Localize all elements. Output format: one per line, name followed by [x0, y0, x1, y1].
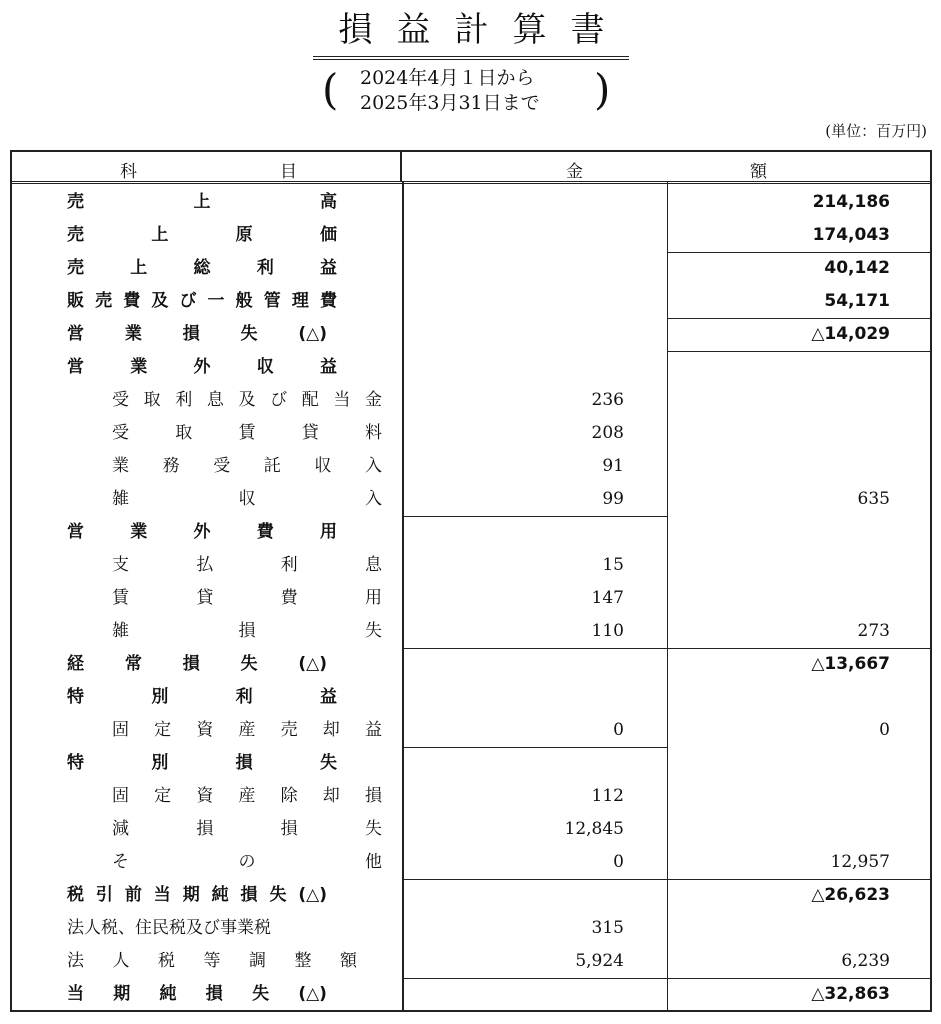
- label-char: 額: [340, 951, 357, 971]
- row-label: [67, 285, 337, 318]
- label-char: 売: [67, 225, 84, 245]
- row-label: [112, 780, 382, 813]
- label-char: 税: [67, 885, 84, 905]
- label-char: 損: [240, 885, 258, 905]
- label-char: 失: [365, 621, 382, 641]
- label-char: 引: [95, 885, 113, 905]
- label-char: 除: [280, 786, 298, 806]
- label-char: 一: [207, 291, 225, 311]
- amount-detail: 236: [591, 390, 624, 410]
- label-char: 益: [320, 258, 337, 278]
- rule-line: [402, 516, 667, 517]
- label-char: そ: [112, 852, 129, 872]
- title-area: [0, 8, 941, 60]
- label-char: 収: [314, 456, 332, 476]
- table-row: [12, 285, 930, 318]
- label-char: 売: [95, 291, 113, 311]
- table-row: [12, 681, 930, 714]
- label-char: 支: [112, 555, 129, 575]
- label-char: 利: [235, 687, 253, 707]
- label-char: 息: [206, 390, 224, 410]
- rule-line: [667, 318, 930, 319]
- label-char: 外: [193, 357, 211, 377]
- label-char: 失: [240, 654, 258, 674]
- row-label: [67, 516, 337, 549]
- label-char: 損: [196, 819, 214, 839]
- label-char: 取: [175, 423, 193, 443]
- table-row: [12, 252, 930, 285]
- rule-line: [402, 978, 930, 979]
- row-label: [112, 813, 382, 846]
- label-char: 損: [205, 984, 223, 1004]
- label-char: 失: [269, 885, 287, 905]
- label-char: 管: [263, 291, 281, 311]
- label-char: 配: [301, 390, 319, 410]
- label-char: 雑: [112, 621, 129, 641]
- row-label: [112, 582, 382, 615]
- row-label: [112, 417, 382, 450]
- label-char: 失: [319, 753, 337, 773]
- label-char: 固: [112, 720, 129, 740]
- label-char: 売: [67, 192, 84, 212]
- table-row: [12, 219, 930, 252]
- amount-detail: 315: [591, 918, 624, 938]
- amount-detail: 0: [613, 720, 624, 740]
- label-char: 減: [112, 819, 129, 839]
- label-char: 固: [112, 786, 129, 806]
- table-header: [12, 152, 930, 184]
- amount-total: △26,623: [811, 885, 890, 905]
- label-char: 利: [175, 390, 193, 410]
- row-label: [112, 615, 382, 648]
- label-char: 調: [249, 951, 266, 971]
- label-char: 総: [193, 258, 211, 278]
- row-label: 法人税、住民税及び事業税: [67, 918, 271, 938]
- amount-detail: 91: [602, 456, 624, 476]
- period-open-paren: (: [322, 65, 339, 114]
- amount-total: 6,239: [841, 951, 890, 971]
- amount-detail: 147: [591, 588, 624, 608]
- column-divider-2: [667, 182, 668, 1011]
- label-char: 上: [151, 225, 169, 245]
- table-row: [12, 450, 930, 483]
- label-char: の: [238, 852, 256, 872]
- label-char: 収: [256, 357, 274, 377]
- period-close-paren: ): [594, 65, 611, 114]
- column-divider-1: [402, 182, 404, 1011]
- label-char: 業: [112, 456, 129, 476]
- label-char: 失: [364, 819, 382, 839]
- label-char: 失: [252, 984, 270, 1004]
- label-char: 却: [322, 720, 340, 740]
- label-char: 料: [365, 423, 382, 443]
- label-char: 利: [280, 555, 298, 575]
- label-char: (△): [298, 324, 327, 344]
- label-char: 費: [256, 522, 274, 542]
- label-char: 別: [151, 687, 169, 707]
- label-char: 業: [124, 324, 142, 344]
- label-char: 般: [235, 291, 253, 311]
- rule-line: [402, 648, 930, 649]
- amount-detail: 15: [602, 555, 624, 575]
- label-char: 託: [263, 456, 281, 476]
- label-char: 損: [182, 654, 200, 674]
- label-char: 資: [196, 786, 214, 806]
- label-char: 資: [196, 720, 214, 740]
- label-char: 価: [319, 225, 337, 245]
- label-char: 金: [365, 390, 382, 410]
- table-row: [12, 351, 930, 384]
- amount-total: △13,667: [811, 654, 890, 674]
- label-char: 税: [158, 951, 175, 971]
- label-char: 売: [67, 258, 84, 278]
- label-char: 営: [67, 357, 84, 377]
- unit-label: (単位：百万円): [825, 122, 927, 140]
- label-char: び: [270, 390, 288, 410]
- label-char: 受: [213, 456, 231, 476]
- amount-total: 214,186: [812, 192, 890, 212]
- row-label: [112, 450, 382, 483]
- label-char: 法: [67, 951, 84, 971]
- label-char: 高: [320, 192, 337, 212]
- table-row: [12, 516, 930, 549]
- label-char: 外: [193, 522, 211, 542]
- table-row: [12, 417, 930, 450]
- table-row: [12, 648, 930, 681]
- amount-detail: 208: [591, 423, 624, 443]
- row-label: [112, 714, 382, 747]
- label-char: 益: [364, 720, 382, 740]
- label-char: 整: [294, 951, 312, 971]
- label-char: 取: [143, 390, 161, 410]
- label-char: 賃: [112, 588, 129, 608]
- label-char: 別: [151, 753, 169, 773]
- header-amount-a: 金: [566, 162, 583, 182]
- header-account-a: 科: [120, 162, 137, 182]
- label-char: 入: [365, 489, 382, 509]
- amount-total: △14,029: [811, 324, 890, 344]
- row-label: [67, 681, 337, 714]
- row-label: [67, 351, 337, 384]
- label-char: 費: [123, 291, 141, 311]
- period-lines: [360, 66, 540, 116]
- row-label: [112, 384, 382, 417]
- page-title: 損益計算書: [313, 8, 629, 60]
- income-statement-table: [10, 150, 932, 1012]
- amount-detail: 112: [591, 786, 624, 806]
- table-row: [12, 318, 930, 351]
- table-row: [12, 846, 930, 879]
- label-char: 当: [153, 885, 171, 905]
- label-char: 常: [124, 654, 142, 674]
- label-char: 期: [182, 885, 200, 905]
- label-char: 損: [364, 786, 382, 806]
- label-char: 特: [67, 687, 84, 707]
- label-char: 他: [365, 852, 382, 872]
- table-row: [12, 549, 930, 582]
- table-row: [12, 384, 930, 417]
- amount-detail: 12,845: [564, 819, 624, 839]
- table-row: [12, 582, 930, 615]
- label-char: 損: [238, 621, 256, 641]
- table-row: [12, 813, 930, 846]
- label-char: 務: [162, 456, 180, 476]
- label-char: 用: [364, 588, 382, 608]
- label-char: 息: [364, 555, 382, 575]
- label-char: 原: [235, 225, 253, 245]
- label-char: 産: [238, 720, 256, 740]
- label-char: 却: [322, 786, 340, 806]
- label-char: 等: [203, 951, 221, 971]
- period-end: 2025年3月31日まで: [360, 92, 540, 114]
- label-char: 当: [67, 984, 84, 1004]
- label-char: 費: [319, 291, 337, 311]
- label-char: 販: [67, 291, 84, 311]
- amount-detail: 110: [591, 621, 624, 641]
- label-char: (△): [298, 885, 327, 905]
- label-char: 損: [235, 753, 253, 773]
- row-label: [67, 186, 337, 219]
- table-row: [12, 747, 930, 780]
- row-label: [112, 549, 382, 582]
- row-label: [67, 747, 337, 780]
- label-char: 業: [130, 357, 148, 377]
- rule-line: [402, 879, 930, 880]
- table-row: [12, 912, 930, 945]
- row-label: [67, 879, 327, 912]
- label-char: 受: [112, 390, 129, 410]
- amount-total: 12,957: [830, 852, 890, 872]
- label-char: 費: [280, 588, 298, 608]
- label-char: 営: [67, 522, 84, 542]
- label-char: 期: [113, 984, 131, 1004]
- label-char: 営: [67, 324, 84, 344]
- row-label: [67, 945, 357, 978]
- row-label: [67, 219, 337, 252]
- label-char: 経: [67, 654, 84, 674]
- rule-line: [402, 747, 667, 748]
- header-account-cell: [12, 152, 402, 181]
- label-char: 利: [256, 258, 274, 278]
- rule-line: [667, 351, 930, 352]
- row-label: [112, 483, 382, 516]
- label-char: (△): [298, 654, 327, 674]
- label-char: 賃: [238, 423, 256, 443]
- amount-total: 635: [857, 489, 890, 509]
- rule-line: [667, 252, 930, 253]
- label-char: 益: [319, 687, 337, 707]
- period: [0, 66, 941, 126]
- amount-total: 0: [879, 720, 890, 740]
- label-char: 定: [154, 786, 172, 806]
- label-char: び: [179, 291, 197, 311]
- label-char: 用: [320, 522, 337, 542]
- label-char: 払: [196, 555, 214, 575]
- label-char: 失: [240, 324, 258, 344]
- label-char: 業: [130, 522, 148, 542]
- period-start: 2024年4月１日から: [360, 67, 535, 89]
- amount-detail: 0: [613, 852, 624, 872]
- label-char: 及: [238, 390, 256, 410]
- row-label: [67, 252, 337, 285]
- label-char: 受: [112, 423, 129, 443]
- row-label: [112, 846, 382, 879]
- amount-total: 40,142: [824, 258, 890, 278]
- amount-total: 174,043: [812, 225, 890, 245]
- table-row: [12, 186, 930, 219]
- label-char: 産: [238, 786, 256, 806]
- table-row: [12, 714, 930, 747]
- label-char: 純: [159, 984, 177, 1004]
- label-char: 益: [320, 357, 337, 377]
- label-char: 上: [193, 192, 211, 212]
- header-amount-b: 額: [750, 162, 767, 182]
- table-row: [12, 483, 930, 516]
- label-char: 定: [154, 720, 172, 740]
- amount-detail: 99: [602, 489, 624, 509]
- header-account-b: 目: [280, 162, 297, 182]
- amount-total: △32,863: [811, 984, 890, 1004]
- table-row: [12, 978, 930, 1011]
- label-char: 売: [280, 720, 298, 740]
- amount-detail: 5,924: [575, 951, 624, 971]
- label-char: 損: [182, 324, 200, 344]
- label-char: 損: [280, 819, 298, 839]
- label-char: 収: [238, 489, 256, 509]
- label-char: 上: [130, 258, 148, 278]
- table-row: [12, 945, 930, 978]
- amount-total: 273: [857, 621, 890, 641]
- row-label: [67, 978, 327, 1011]
- label-char: 前: [124, 885, 142, 905]
- label-char: 特: [67, 753, 84, 773]
- table-row: [12, 615, 930, 648]
- row-label: [67, 648, 327, 681]
- label-char: 理: [291, 291, 309, 311]
- label-char: 純: [211, 885, 229, 905]
- row-label: [67, 318, 327, 351]
- amount-total: 54,171: [824, 291, 890, 311]
- label-char: 人: [112, 951, 130, 971]
- label-char: 及: [151, 291, 169, 311]
- label-char: 雑: [112, 489, 129, 509]
- label-char: 入: [364, 456, 382, 476]
- table-row: [12, 780, 930, 813]
- label-char: 貸: [196, 588, 214, 608]
- label-char: (△): [298, 984, 327, 1004]
- table-row: [12, 879, 930, 912]
- label-char: 当: [333, 390, 351, 410]
- label-char: 貸: [301, 423, 319, 443]
